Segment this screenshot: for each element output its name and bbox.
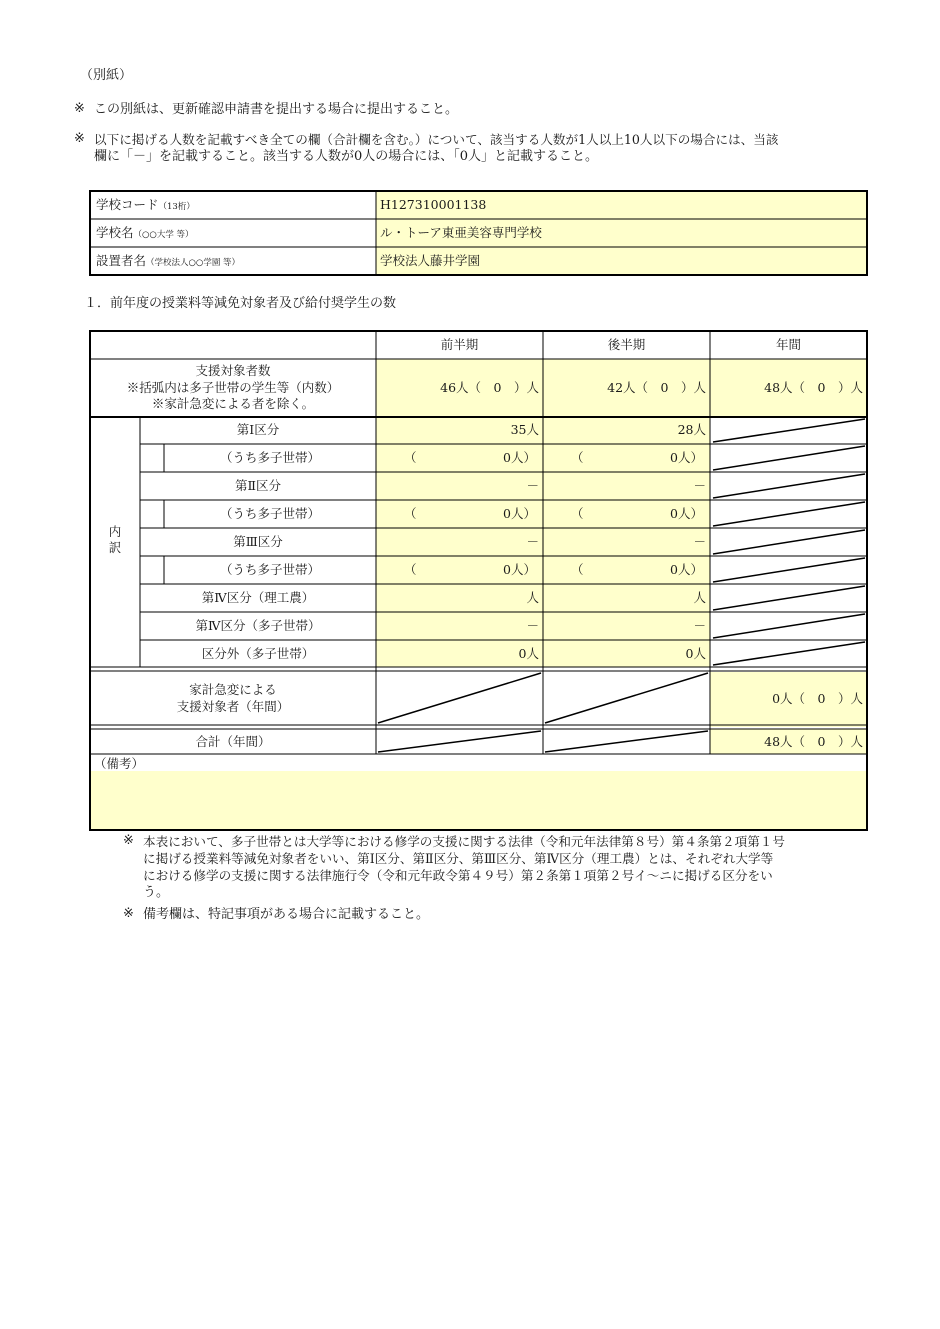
row-first-open-paren-1: （: [404, 450, 417, 465]
note-count-rule-line2: 欄に「－」を記載すること。該当する人数が0人の場合には、「0人」と記載すること。: [94, 149, 599, 164]
breakdown-label: 内 訳: [108, 524, 122, 555]
row-second-open-paren-3: （: [571, 562, 584, 577]
note-mark: ※: [74, 131, 85, 146]
note-remarks-usage: 備考欄は、特記事項がある場合に記載すること。: [143, 907, 430, 922]
founder-value: 学校法人藤井学園: [380, 253, 481, 268]
row-second-multi-child-1: 0人）: [670, 450, 703, 465]
row-label-multi-child-1: （うち多子世帯）: [219, 450, 320, 465]
school-code-label: 学校コード（13桁）: [96, 197, 195, 212]
row-second-multi-child-2: 0人）: [670, 506, 703, 521]
note-mark: ※: [123, 833, 134, 848]
header-first-half: 前半期: [440, 337, 479, 352]
attachment-label: （別紙）: [80, 68, 133, 83]
header-second-half: 後半期: [607, 337, 646, 352]
row-label-category-1: 第Ⅰ区分: [236, 422, 280, 437]
school-code-value: H127310001138: [380, 197, 487, 212]
row-first-open-paren-3: （: [404, 562, 417, 577]
note-definition-line4: う。: [143, 885, 170, 900]
row-first-outside-category: 0人: [518, 646, 539, 661]
row-second-category-1: 28人: [677, 422, 706, 437]
sudden-change-annual: 0人（ 0 ）人: [772, 691, 863, 706]
header-annual: 年間: [775, 337, 801, 352]
row-first-category-2: －: [526, 478, 539, 493]
row-second-category-4-multi-child: －: [693, 618, 706, 633]
founder-label: 設置者名（学校法人○○学園 等）: [96, 253, 241, 268]
sudden-change-label: 家計急変による 支援対象者（年間）: [176, 682, 290, 714]
row-first-multi-child-1: 0人）: [503, 450, 536, 465]
note-definition-line2: に掲げる授業料等減免対象者をいい、第Ⅰ区分、第Ⅱ区分、第Ⅲ区分、第Ⅳ区分（理工農）とは、それぞれ大学等: [143, 851, 774, 866]
row-second-category-3: －: [693, 534, 706, 549]
row-label-category-3: 第Ⅲ区分: [233, 534, 283, 549]
support-count-label: 支援対象者数 ※括弧内は多子世帯の学生等（内数） ※家計急変による者を除く。: [126, 363, 340, 411]
remarks-field[interactable]: [91, 771, 867, 829]
section1-title: １．前年度の授業料等減免対象者及び給付奨学生の数: [84, 296, 397, 311]
support-annual: 48人（ 0 ）人: [764, 380, 863, 395]
row-first-category-1: 35人: [510, 422, 539, 437]
note-definition-line3: における修学の支援に関する法律施行令（令和元年政令第４９号）第２条第１項第２号イ～ニに掲げる区分をい: [143, 868, 773, 883]
row-second-open-paren-2: （: [571, 506, 584, 521]
note-resubmission: この別紙は、更新確認申請書を提出する場合に提出すること。: [94, 102, 459, 117]
row-first-category-4-multi-child: －: [526, 618, 539, 633]
support-second-half: 42人（ 0 ）人: [607, 380, 706, 395]
note-count-rule-line1: 以下に掲げる人数を記載すべき全ての欄（合計欄を含む。）について、該当する人数が1人以上10人以下の場合には、当該: [94, 132, 779, 147]
row-label-outside-category: 区分外（多子世帯）: [201, 646, 315, 661]
school-name-value: ル・トーア東亜美容専門学校: [380, 225, 542, 240]
total-label: 合計（年間）: [195, 734, 271, 749]
row-second-category-4-stem: 人: [693, 590, 706, 605]
row-second-multi-child-3: 0人）: [670, 562, 703, 577]
row-first-multi-child-2: 0人）: [503, 506, 536, 521]
row-label-multi-child-3: （うち多子世帯）: [219, 562, 320, 577]
row-label-category-2: 第Ⅱ区分: [235, 478, 281, 493]
note-mark: ※: [123, 906, 134, 921]
remarks-label: （備考）: [94, 756, 145, 771]
row-first-open-paren-2: （: [404, 506, 417, 521]
row-second-category-2: －: [693, 478, 706, 493]
school-name-label: 学校名（○○大学 等）: [96, 225, 194, 240]
note-mark: ※: [74, 101, 85, 116]
row-first-category-4-stem: 人: [526, 590, 539, 605]
row-second-outside-category: 0人: [685, 646, 706, 661]
support-first-half: 46人（ 0 ）人: [440, 380, 539, 395]
row-second-open-paren-1: （: [571, 450, 584, 465]
row-label-multi-child-2: （うち多子世帯）: [219, 506, 320, 521]
row-label-category-4-stem: 第Ⅳ区分（理工農）: [201, 590, 315, 605]
row-first-multi-child-3: 0人）: [503, 562, 536, 577]
row-first-category-3: －: [526, 534, 539, 549]
note-definition-line1: 本表において、多子世帯とは大学等における修学の支援に関する法律（令和元年法律第８号）第４条第２項第１号: [143, 834, 786, 849]
row-label-category-4-multi-child: 第Ⅳ区分（多子世帯）: [195, 618, 321, 633]
total-annual: 48人（ 0 ）人: [764, 734, 863, 749]
